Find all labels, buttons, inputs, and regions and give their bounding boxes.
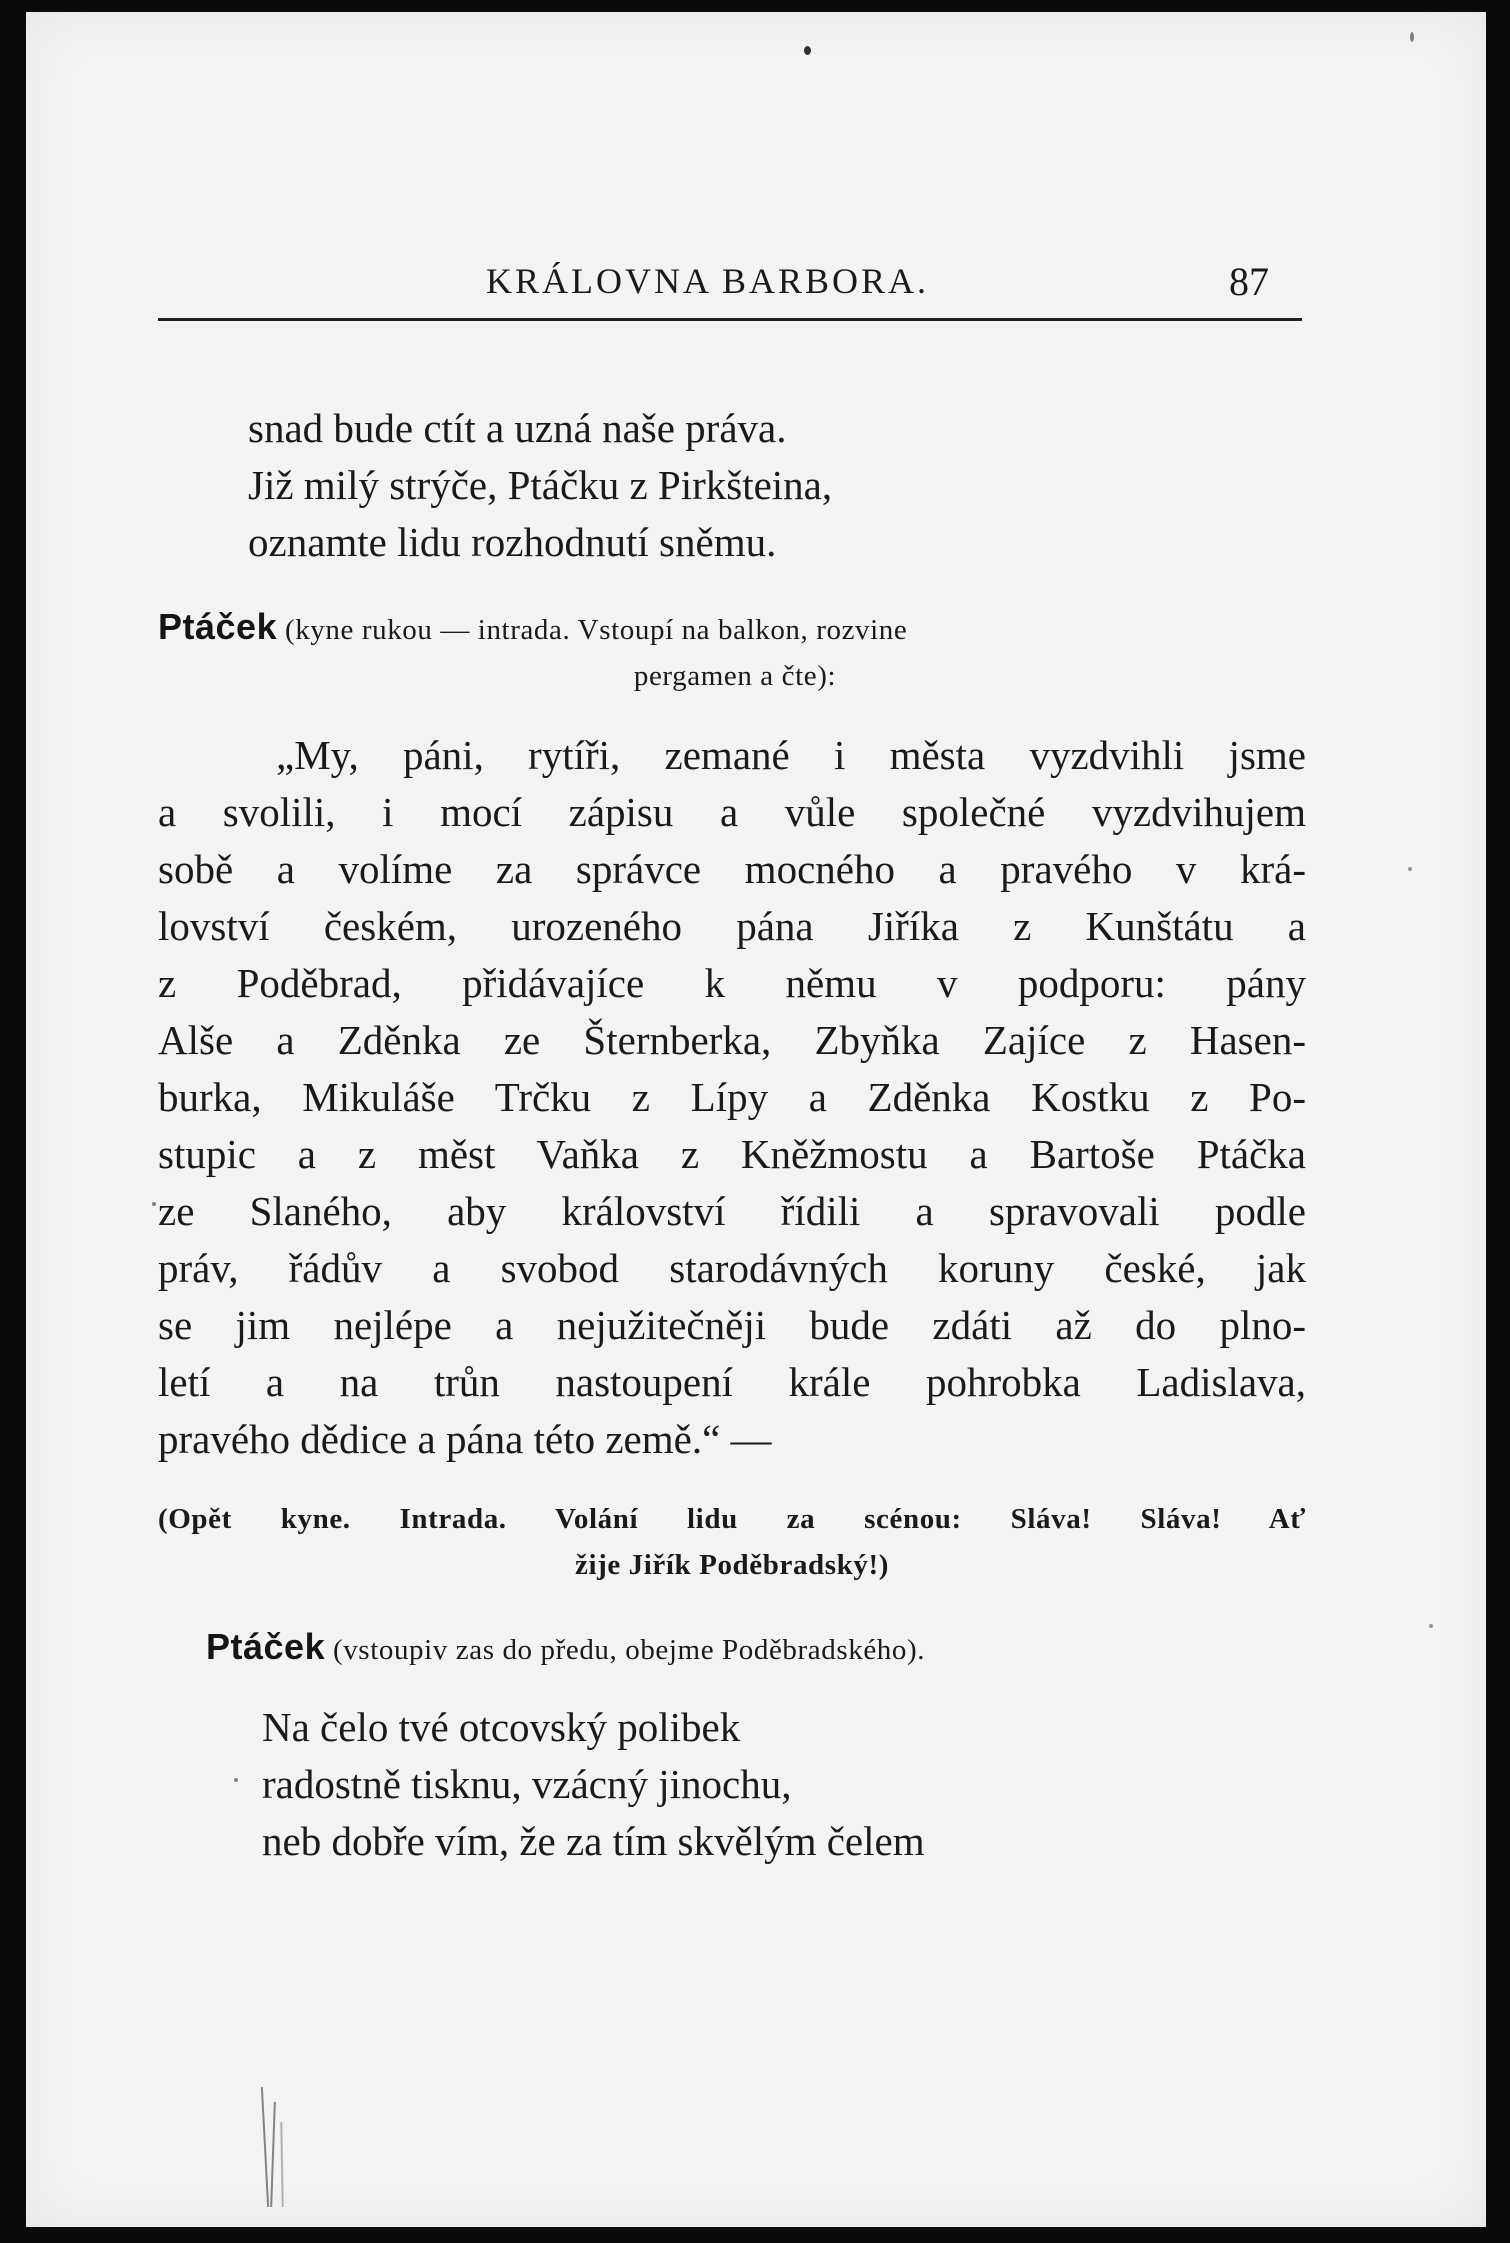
book-page bbox=[26, 12, 1486, 2227]
stage-direction-2 bbox=[158, 1496, 1306, 1588]
verse-opening bbox=[248, 400, 832, 571]
verse-line: Již milý strýče, Ptáčku z Pirkšteina, bbox=[248, 462, 833, 508]
prose-line: pravého dědice a pána této země.“ — bbox=[158, 1416, 772, 1462]
prose-line: práv, řádův a svobod starodávných koruny české, jak bbox=[158, 1245, 1306, 1291]
paper-speck bbox=[1408, 867, 1412, 871]
direction-text: (vstoupiv zas do předu, obejme Poděbradského). bbox=[332, 1634, 926, 1666]
paper-scratch bbox=[261, 2087, 269, 2207]
prose-line: lovství českém, urozeného pána Jiříka z Kunštátu a bbox=[158, 903, 1306, 949]
prose-line: a svolili, i mocí zápisu a vůle společné vyzdvihujem bbox=[158, 789, 1306, 835]
running-head bbox=[26, 260, 1486, 310]
verse-line: snad bude ctít a uzná naše práva. bbox=[248, 405, 787, 451]
direction-text: (Opět kyne. Intrada. Volání lidu za scénou: Sláva! Sláva! Ať bbox=[158, 1503, 1306, 1535]
paper-speck bbox=[1410, 32, 1414, 42]
verse-closing bbox=[262, 1699, 925, 1870]
direction-text: (kyne rukou — intrada. Vstoupí na balkon, rozvine bbox=[284, 614, 908, 646]
header-rule bbox=[158, 318, 1302, 321]
speaker-name: Ptáček bbox=[206, 1626, 326, 1667]
prose-line: se jim nejlépe a nejužitečněji bude zdáti až do plno- bbox=[158, 1302, 1306, 1348]
prose-line: stupic a z měst Vaňka z Kněžmostu a Bartoše Ptáčka bbox=[158, 1131, 1306, 1177]
verse-line: radostně tisknu, vzácný jinochu, bbox=[262, 1761, 792, 1807]
verse-line: neb dobře vím, že za tím skvělým čelem bbox=[262, 1818, 925, 1864]
prose-line: z Poděbrad, přidávajíce k němu v podporu: pány bbox=[158, 960, 1306, 1006]
paper-speck bbox=[152, 1202, 156, 1206]
prose-line: letí a na trůn nastoupení krále pohrobka Ladislava, bbox=[158, 1359, 1306, 1405]
paper-speck bbox=[1429, 1624, 1433, 1628]
direction-text-continued: žije Jiřík Poděbradský!) bbox=[574, 1549, 890, 1581]
prose-line: ze Slaného, aby království řídili a spravovali podle bbox=[158, 1188, 1306, 1234]
stage-line bbox=[158, 604, 1306, 653]
paper-scratch bbox=[280, 2122, 283, 2207]
stage-direction-1 bbox=[158, 604, 1306, 699]
proclamation-text bbox=[158, 727, 1306, 1468]
speaker-name: Ptáček bbox=[158, 606, 278, 647]
prose-line: burka, Mikuláše Trčku z Lípy a Zděnka Kostku z Po- bbox=[158, 1074, 1306, 1120]
paper-speck bbox=[804, 46, 811, 55]
running-title: KRÁLOVNA BARBORA. bbox=[486, 261, 930, 301]
prose-line: sobě a volíme za správce mocného a pravého v krá- bbox=[158, 846, 1306, 892]
stage-direction-3 bbox=[206, 1624, 925, 1673]
paper-speck bbox=[234, 1778, 238, 1782]
prose-line: Alše a Zděnka ze Šternberka, Zbyňka Zajíce z Hasen- bbox=[158, 1017, 1306, 1063]
direction-text-continued: pergamen a čte): bbox=[633, 660, 837, 692]
page-number: 87 bbox=[1229, 259, 1269, 304]
prose-line: „My, páni, rytíři, zemané i města vyzdvihli jsme bbox=[276, 732, 1306, 778]
paper-scratch bbox=[270, 2102, 276, 2207]
verse-line: oznamte lidu rozhodnutí sněmu. bbox=[248, 519, 777, 565]
verse-line: Na čelo tvé otcovský polibek bbox=[262, 1704, 741, 1750]
